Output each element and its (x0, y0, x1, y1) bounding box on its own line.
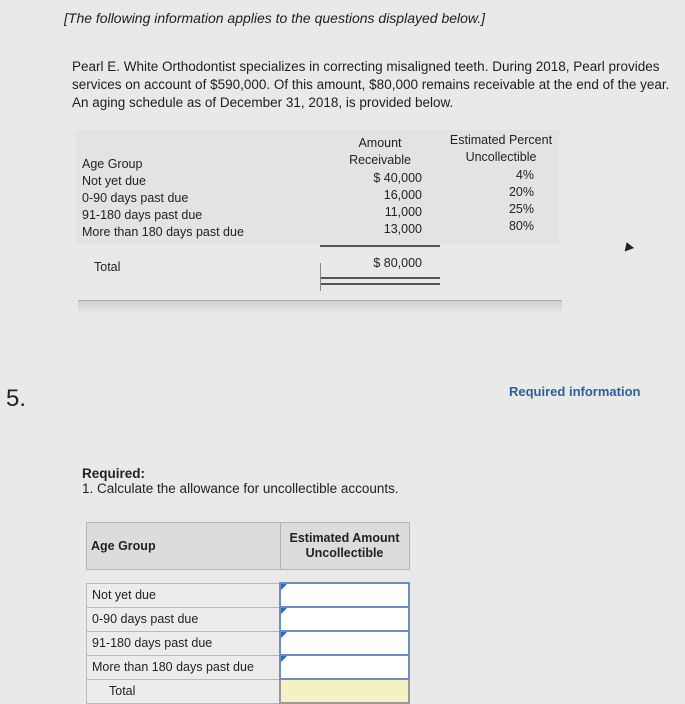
aging-row-amount: 11,000 (384, 205, 422, 219)
age-group-header: Age Group (82, 157, 143, 171)
total-double-rule-bottom (320, 283, 440, 285)
aging-row-percent: 80% (508, 219, 534, 233)
estimated-amount-input[interactable] (280, 583, 409, 607)
aging-row-amount: $ 40,000 (373, 171, 422, 185)
intro-banner: [The following information applies to the questions displayed below.] (64, 10, 486, 26)
subtotal-rule (320, 245, 440, 247)
answer-row-label: 0-90 days past due (87, 607, 281, 631)
table-row-total (87, 679, 410, 703)
answer-header-estimated-line2: Uncollectible (305, 546, 384, 560)
table-row (87, 655, 410, 679)
aging-total-amount: $ 80,000 (373, 256, 422, 270)
estimated-amount-input[interactable] (280, 631, 409, 655)
answer-row-label: More than 180 days past due (87, 655, 281, 679)
aging-row-amount: 16,000 (383, 188, 422, 202)
table-row (87, 607, 410, 631)
answer-header-estimated (280, 523, 409, 570)
required-item-1: 1. Calculate the allowance for uncollectible accounts. (82, 481, 399, 496)
column-divider (320, 263, 321, 291)
estimated-amount-input[interactable] (280, 607, 409, 631)
aging-row-label: Not yet due (82, 174, 146, 188)
aging-row-label: More than 180 days past due (82, 225, 244, 239)
aging-row-percent: 20% (508, 185, 534, 199)
answer-header-age-group: Age Group (87, 523, 281, 570)
aging-row-amount: 13,000 (383, 222, 422, 236)
aging-row-percent: 25% (508, 202, 534, 216)
aging-row-percent: 4% (515, 168, 534, 182)
required-heading: Required: (82, 466, 146, 481)
table-row (87, 631, 410, 655)
answer-total-label: Total (87, 679, 281, 703)
aging-row-label: 91-180 days past due (82, 208, 203, 222)
estimated-total-field (280, 679, 409, 703)
answer-row-label: Not yet due (87, 583, 281, 607)
answer-table (86, 522, 410, 704)
aging-row-label: 0-90 days past due (82, 191, 189, 205)
answer-header-estimated-line1: Estimated Amount (289, 531, 400, 545)
estimated-amount-input[interactable] (280, 655, 409, 679)
amount-header-line2: Receivable (349, 153, 411, 167)
percent-header-line2: Uncollectible (465, 150, 537, 164)
aging-total-label: Total (94, 260, 121, 274)
answer-row-label: 91-180 days past due (87, 631, 281, 655)
mouse-pointer-icon (622, 241, 634, 252)
question-number: 5. (6, 385, 27, 412)
scrollbar-divider[interactable] (78, 300, 562, 312)
total-double-rule-top (320, 277, 440, 279)
amount-header-line1: Amount (358, 136, 402, 150)
table-row (87, 583, 410, 607)
scenario-paragraph: Pearl E. White Orthodontist specializes in correcting misaligned teeth. During 2018, Pearl provides services on account of $590,000. Of this amount, $80,000 remains receivable at the end of the year. An aging schedule as of December 31, 2018, is provided below. (72, 59, 670, 110)
percent-header-line1: Estimated Percent (449, 133, 553, 147)
required-information-link[interactable]: Required information (509, 384, 641, 399)
